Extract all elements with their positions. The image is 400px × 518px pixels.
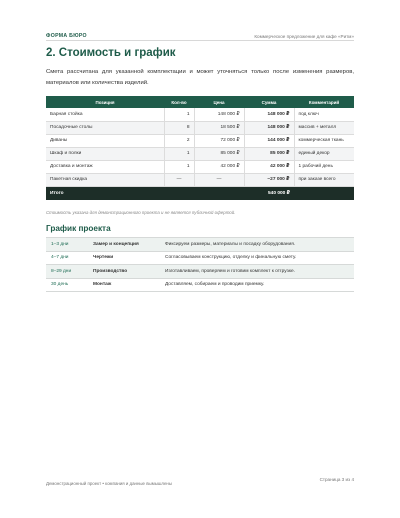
cell-qty: 1 [164,108,194,121]
cell-price: 85 000 ₽ [194,147,244,160]
schedule-period: 8–29 дни [46,265,88,279]
column-header-sum: Сумма [244,96,294,108]
cost-table-header [46,96,354,108]
cell-price: 42 000 ₽ [194,160,244,173]
cell-comment: массив + металл [294,121,354,134]
schedule-period: 4–7 дни [46,251,88,265]
schedule-stage: Монтаж [88,278,160,292]
column-header-price: Цена [194,96,244,108]
cell-position: Шкаф и полки [46,147,164,160]
schedule-stage: Замер и концепция [88,238,160,252]
schedule-table [46,237,354,292]
cell-qty: 1 [164,147,194,160]
table-row [46,121,354,134]
cell-qty: 2 [164,134,194,147]
schedule-row [46,238,354,252]
table-row [46,108,354,121]
schedule-description: Согласовываем конструкцию, отделку и финальную смету. [160,251,354,265]
schedule-row [46,251,354,265]
cell-position: Пакетная скидка [46,173,164,186]
cell-price: 72 000 ₽ [194,134,244,147]
column-header-position: Позиция [46,96,164,108]
cell-sum: 42 000 ₽ [244,160,294,173]
cell-comment: при заказе всего [294,173,354,186]
page-number: Страница 3 из 4 [319,477,354,482]
page-header [46,33,354,39]
cell-sum: 144 000 ₽ [244,134,294,147]
cell-sum: −27 000 ₽ [244,173,294,186]
total-empty-cell [164,186,194,200]
schedule-stage: Производство [88,265,160,279]
header-divider [46,40,354,41]
cell-sum: 148 000 ₽ [244,108,294,121]
cell-qty: 1 [164,160,194,173]
schedule-title: График проекта [46,224,111,233]
table-footnote: Стоимость указана для демонстрационного проекта и не является публичной офертой. [46,210,236,215]
cell-position: Посадочные столы [46,121,164,134]
cell-position: Доставка и монтаж [46,160,164,173]
footer-disclaimer: Демонстрационный проект • компания и данные вымышлены [46,481,172,486]
cell-comment: коммерческая ткань [294,134,354,147]
section-title: 2. Стоимость и график [46,47,176,59]
cell-qty: — [164,173,194,186]
cell-comment: 1 рабочий день [294,160,354,173]
intro-paragraph: Смета рассчитана для указанной комплектации и может уточняться только после изменения размеров, материалов или количества изделий. [46,69,354,86]
total-sum: 540 000 ₽ [244,186,294,200]
schedule-period: 1–3 дни [46,238,88,252]
table-row [46,147,354,160]
cell-price: 18 500 ₽ [194,121,244,134]
column-header-comment: Комментарий [294,96,354,108]
schedule-row [46,265,354,279]
schedule-stage: Чертежи [88,251,160,265]
cost-table [46,96,354,200]
cell-sum: 148 000 ₽ [244,121,294,134]
cell-position: Барная стойка [46,108,164,121]
total-empty-cell [194,186,244,200]
schedule-period: 30 день [46,278,88,292]
table-row [46,160,354,173]
table-row [46,173,354,186]
cell-comment: единый декор [294,147,354,160]
schedule-description: Изготавливаем, проверяем и готовим комплект к отгрузке. [160,265,354,279]
total-row [46,186,354,200]
cell-position: Диваны [46,134,164,147]
total-empty-cell [294,186,354,200]
cell-qty: 8 [164,121,194,134]
schedule-description: Фиксируем размеры, материалы и посадку оборудования. [160,238,354,252]
cell-sum: 85 000 ₽ [244,147,294,160]
schedule-row [46,278,354,292]
document-title: Коммерческое предложение для кафе «Ритм» [254,33,354,39]
column-header-qty: Кол-во [164,96,194,108]
cell-price: 148 000 ₽ [194,108,244,121]
brand-logo: ФОРМА БЮРО [46,33,87,39]
total-label: Итого [46,186,164,200]
cell-price: — [194,173,244,186]
table-row [46,134,354,147]
schedule-description: Доставляем, собираем и проводим приемку. [160,278,354,292]
cell-comment: под ключ [294,108,354,121]
